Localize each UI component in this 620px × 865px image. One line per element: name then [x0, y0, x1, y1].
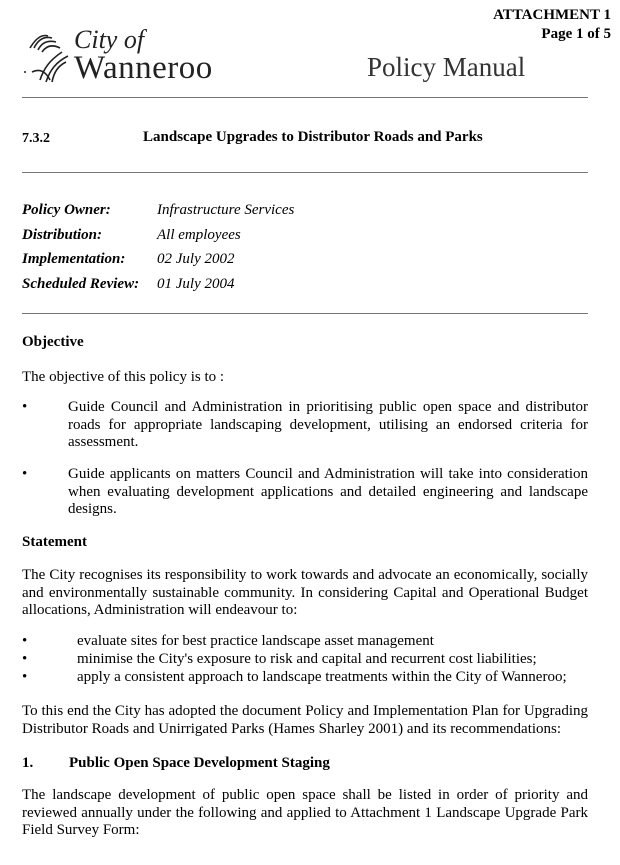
manual-title: Policy Manual — [367, 52, 526, 82]
bullet-icon: • — [22, 466, 28, 482]
statement-heading: Statement — [22, 534, 87, 550]
logo-city-of: City of — [74, 25, 145, 54]
divider — [22, 313, 588, 314]
meta-row-review: Scheduled Review: 01 July 2004 — [22, 275, 235, 292]
bullet-icon: • — [22, 651, 28, 667]
meta-row-owner: Policy Owner: Infrastructure Services — [22, 202, 295, 218]
statement-bullet: • minimise the City's exposure to risk and capital and recurrent cost liabilities; — [22, 651, 537, 667]
objective-bullet: • Guide Council and Administration in prioritising public open space and distributor roads for appropriate landscaping development, utilising an endorsed criteria for assessment. — [22, 399, 588, 450]
bullet-icon: • — [22, 633, 28, 649]
policy-title: Landscape Upgrades to Distributor Roads and Parks — [143, 129, 483, 145]
attachment-number: ATTACHMENT 1 — [493, 7, 611, 23]
objective-heading: Objective — [22, 334, 84, 350]
policy-metadata — [22, 198, 294, 296]
bullet-icon: • — [22, 669, 28, 685]
statement-bullet: • apply a consistent approach to landscape treatments within the City of Wanneroo; — [22, 669, 567, 685]
attachment-label — [493, 6, 611, 44]
section-paragraph: The landscape development of public open space shall be listed in order of priority and reviewed annually under the following and applied to Attachment 1 Landscape Upgrade Park Field Survey Form: — [22, 787, 588, 838]
bullet-icon: • — [22, 399, 28, 415]
policy-number: 7.3.2 — [22, 131, 50, 146]
objective-intro: The objective of this policy is to : — [22, 369, 225, 385]
page-indicator: Page 1 of 5 — [541, 26, 611, 42]
statement-paragraph: The City recognises its responsibility to work towards and advocate an economically, socially and environmentally sustainable community. In considering Capital and Operational Budget allocations, Administration will endeavour to: — [22, 567, 588, 618]
divider — [22, 172, 588, 173]
divider — [22, 97, 588, 98]
kangaroo-paw-icon — [22, 28, 72, 84]
meta-row-distribution: Distribution: All employees — [22, 226, 241, 243]
statement-paragraph-2: To this end the City has adopted the document Policy and Implementation Plan for Upgrading Distributor Roads and Unirrigated Parks (Hames Sharley 2001) and its recommendations: — [22, 703, 588, 737]
logo-wanneroo: Wanneroo — [74, 50, 213, 86]
meta-row-implementation: Implementation: 02 July 2002 — [22, 251, 235, 267]
objective-bullet: • Guide applicants on matters Council and Administration will take into consideration when evaluating development applications and detailed engineering and landscape designs. — [22, 466, 588, 517]
section-number: 1. — [22, 755, 34, 771]
statement-bullet: • evaluate sites for best practice landscape asset management — [22, 633, 434, 649]
city-logo — [22, 26, 232, 86]
section-heading: Public Open Space Development Staging — [69, 755, 330, 771]
